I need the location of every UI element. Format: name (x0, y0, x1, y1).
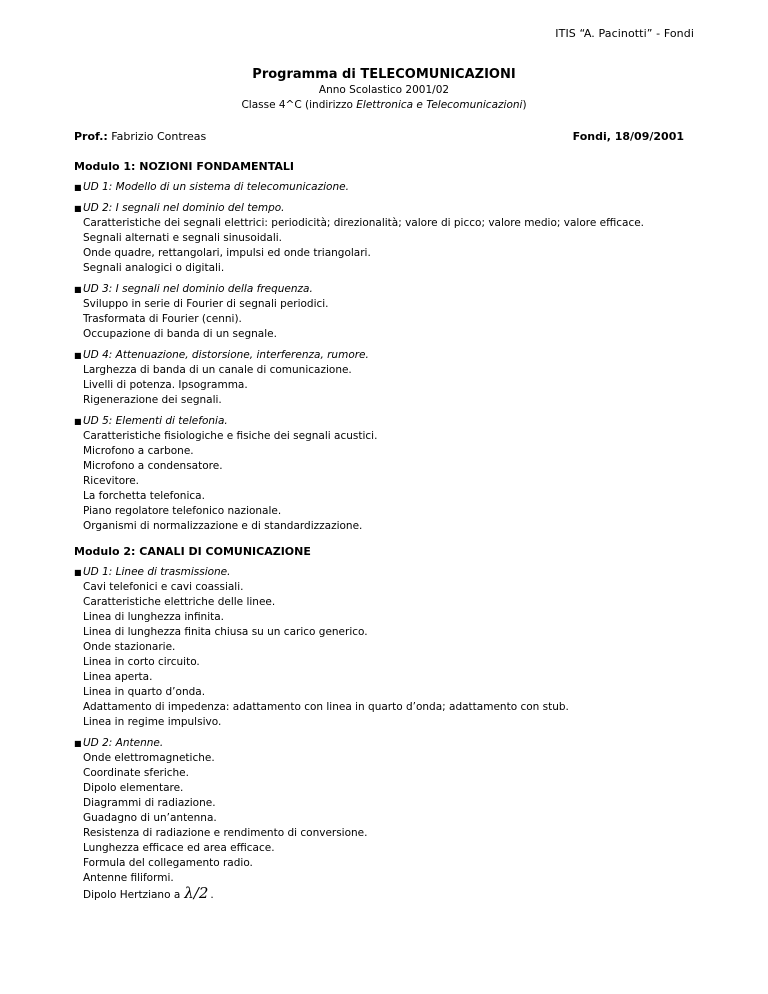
topic-line: Onde elettromagnetiche. (83, 752, 215, 764)
topic-line: Linea in regime impulsivo. (83, 716, 222, 728)
topic-line: Resistenza di radiazione e rendimento di conversione. (83, 827, 368, 839)
unit-title: UD 5: Elementi di telefonia. (83, 415, 228, 427)
topic-line: La forchetta telefonica. (83, 490, 205, 502)
bullet-icon: ■ (74, 568, 82, 577)
unit (74, 180, 694, 195)
topic-line: Formula del collegamento radio. (83, 857, 253, 869)
unit (74, 736, 694, 903)
topic-line: Onde stazionarie. (83, 641, 176, 653)
topic-line: Linea in quarto d’onda. (83, 686, 206, 698)
topic-line: Segnali alternati e segnali sinusoidali. (83, 232, 283, 244)
bullet-icon: ■ (74, 351, 82, 360)
meta-row (74, 130, 684, 143)
professor-name: Fabrizio Contreas (107, 130, 207, 143)
topic-line: Antenne filiformi. (83, 872, 174, 884)
topic-line: Linea di lunghezza infinita. (83, 611, 225, 623)
topic-line: Rigenerazione dei segnali. (83, 394, 222, 406)
topic-line: Piano regolatore telefonico nazionale. (83, 505, 282, 517)
bullet-icon: ■ (74, 417, 82, 426)
professor (74, 130, 206, 143)
formula-text: Dipolo Hertziano a (83, 889, 181, 901)
unit (74, 201, 694, 276)
topic-line: Lunghezza efficace ed area efficace. (83, 842, 275, 854)
class-prefix: Classe 4^C (indirizzo (241, 99, 357, 111)
topic-line: Sviluppo in serie di Fourier di segnali periodici. (83, 298, 329, 310)
topic-line: Livelli di potenza. Ipsogramma. (83, 379, 248, 391)
place-date-text: Fondi, 18/09/2001 (572, 130, 684, 143)
topic-line: Caratteristiche elettriche delle linee. (83, 596, 276, 608)
unit (74, 348, 694, 408)
bullet-icon: ■ (74, 285, 82, 294)
unit-title: UD 2: Antenne. (83, 737, 164, 749)
topic-line: Ricevitore. (83, 475, 140, 487)
title-block (0, 66, 768, 113)
topic-line: Segnali analogici o digitali. (83, 262, 225, 274)
topic-line: Cavi telefonici e cavi coassiali. (83, 581, 244, 593)
bullet-icon: ■ (74, 204, 82, 213)
place-date (573, 130, 684, 143)
unit (74, 282, 694, 342)
unit-title: UD 1: Linee di trasmissione. (83, 566, 231, 578)
topic-line: Organismi di normalizzazione e di standardizzazione. (83, 520, 363, 532)
class-suffix: ) (522, 99, 527, 111)
document-title: Programma di TELECOMUNICAZIONI (252, 67, 516, 82)
professor-label: Prof.: (74, 130, 108, 143)
topic-line: Diagrammi di radiazione. (83, 797, 216, 809)
topic-line: Coordinate sferiche. (83, 767, 189, 779)
module-title: Modulo 1: NOZIONI FONDAMENTALI (74, 160, 294, 173)
class-line (0, 98, 768, 113)
topic-line: Linea in corto circuito. (83, 656, 200, 668)
unit-title: UD 1: Modello di un sistema di telecomunicazione. (83, 181, 349, 193)
program-content (74, 159, 694, 909)
lambda-half-formula: λ/2 (184, 884, 209, 902)
topic-line: Guadagno di un’antenna. (83, 812, 217, 824)
topic-line: Dipolo elementare. (83, 782, 184, 794)
running-header: ITIS “A. Pacinotti” - Fondi (555, 27, 694, 40)
topic-line-formula (74, 886, 694, 903)
class-specialization: Elettronica e Telecomunicazioni (356, 99, 523, 111)
module-title: Modulo 2: CANALI DI COMUNICAZIONE (74, 545, 311, 558)
unit-title: UD 2: I segnali nel dominio del tempo. (83, 202, 285, 214)
topic-line: Linea di lunghezza finita chiusa su un carico generico. (83, 626, 368, 638)
topic-line: Microfono a carbone. (83, 445, 194, 457)
topic-line: Trasformata di Fourier (cenni). (83, 313, 242, 325)
unit-title: UD 3: I segnali nel dominio della frequenza. (83, 283, 313, 295)
unit (74, 565, 694, 730)
topic-line: Caratteristiche fisiologiche e fisiche dei segnali acustici. (83, 430, 378, 442)
topic-line: Occupazione di banda di un segnale. (83, 328, 277, 340)
unit (74, 414, 694, 534)
topic-line: Microfono a condensatore. (83, 460, 223, 472)
bullet-icon: ■ (74, 183, 82, 192)
topic-line: Larghezza di banda di un canale di comunicazione. (83, 364, 352, 376)
topic-line: Linea aperta. (83, 671, 153, 683)
topic-line: Adattamento di impedenza: adattamento con linea in quarto d’onda; adattamento con stub. (83, 701, 569, 713)
topic-line: Caratteristiche dei segnali elettrici: periodicità; direzionalità; valore di picco; valore medio; valore efficace. (83, 217, 645, 229)
bullet-icon: ■ (74, 739, 82, 748)
unit-title: UD 4: Attenuazione, distorsione, interferenza, rumore. (83, 349, 369, 361)
topic-line: Onde quadre, rettangolari, impulsi ed onde triangolari. (83, 247, 371, 259)
formula-tail: . (210, 889, 214, 901)
school-year: Anno Scolastico 2001/02 (318, 84, 450, 96)
